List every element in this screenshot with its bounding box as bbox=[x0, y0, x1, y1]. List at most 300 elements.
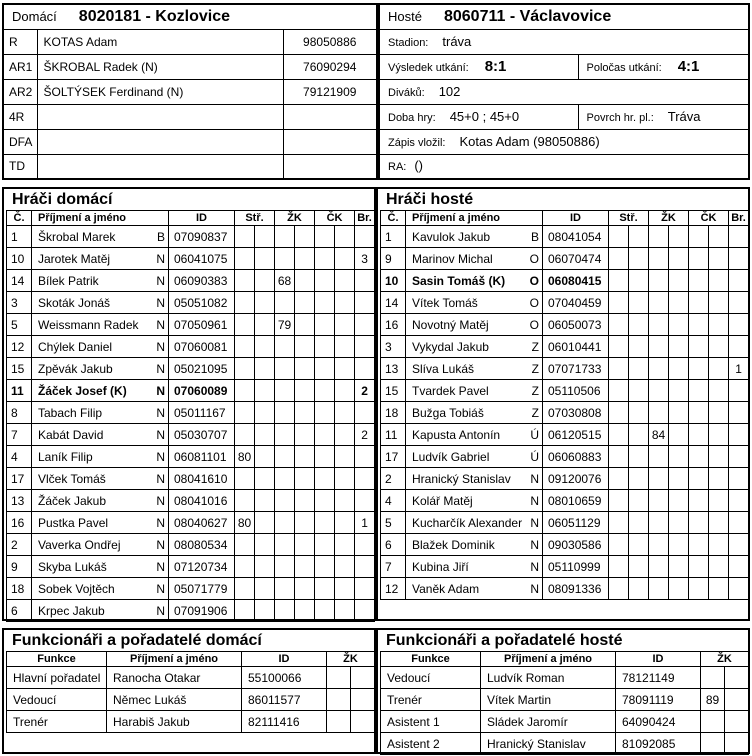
name-cell: ŠOLTÝSEK Ferdinand (N) bbox=[37, 79, 283, 104]
zk2-cell bbox=[295, 534, 315, 556]
ck1-cell bbox=[689, 534, 709, 556]
str2-cell bbox=[255, 446, 275, 468]
str1-cell bbox=[235, 226, 255, 248]
str1-cell bbox=[235, 380, 255, 402]
str1-cell bbox=[235, 314, 255, 336]
ck2-cell bbox=[335, 270, 355, 292]
ck2-cell bbox=[709, 578, 729, 600]
zk1-cell: 84 bbox=[649, 424, 669, 446]
zk2-cell bbox=[669, 336, 689, 358]
str1-cell bbox=[609, 402, 629, 424]
id-cell: 05071779 bbox=[169, 578, 235, 600]
entered-by-row bbox=[379, 129, 749, 154]
ck2-cell bbox=[709, 336, 729, 358]
player-position: N bbox=[156, 449, 165, 464]
num-cell: 7 bbox=[381, 556, 406, 578]
home-player-row bbox=[7, 270, 375, 292]
player-position: O bbox=[529, 317, 539, 332]
zk2-cell bbox=[669, 226, 689, 248]
ck1-cell bbox=[315, 556, 335, 578]
halftime-value: 4:1 bbox=[677, 57, 700, 75]
zk1-cell bbox=[649, 402, 669, 424]
name-cell: Ranocha Otakar bbox=[107, 667, 242, 689]
id-cell: 05011167 bbox=[169, 402, 235, 424]
guest-label: Hosté bbox=[388, 8, 422, 24]
player-position: Ú bbox=[530, 449, 539, 464]
ck2-cell bbox=[335, 600, 355, 622]
spectators-value: 102 bbox=[438, 83, 461, 99]
ck1-cell bbox=[689, 292, 709, 314]
player-name: Kapusta Antonín bbox=[412, 427, 501, 442]
player-name: Skyba Lukáš bbox=[38, 559, 107, 574]
ck2-cell bbox=[709, 270, 729, 292]
zk1-cell bbox=[649, 226, 669, 248]
player-name: Vykydal Jakub bbox=[412, 339, 489, 354]
str2-cell bbox=[255, 380, 275, 402]
col-str: Stř. bbox=[609, 211, 649, 226]
ck1-cell bbox=[689, 270, 709, 292]
guest-player-row bbox=[381, 446, 749, 468]
br-cell bbox=[729, 270, 749, 292]
player-position: B bbox=[156, 229, 165, 244]
col-id: ID bbox=[543, 211, 609, 226]
referee-row bbox=[3, 129, 377, 154]
ck2-cell bbox=[709, 314, 729, 336]
player-position: N bbox=[156, 317, 165, 332]
num-cell: 2 bbox=[7, 534, 32, 556]
player-name: Skoták Jonáš bbox=[38, 295, 111, 310]
str2-cell bbox=[255, 292, 275, 314]
num-cell: 4 bbox=[381, 490, 406, 512]
ck2-cell bbox=[709, 358, 729, 380]
ra-label: RA: bbox=[388, 161, 407, 174]
home-officials-table bbox=[6, 651, 375, 733]
br-cell bbox=[729, 446, 749, 468]
id-cell: 07120734 bbox=[169, 556, 235, 578]
player-position: Z bbox=[531, 339, 539, 354]
guest-official-row bbox=[381, 689, 749, 711]
zk1-cell bbox=[275, 248, 295, 270]
str1-cell bbox=[609, 270, 629, 292]
player-name: Vaverka Ondřej bbox=[38, 537, 121, 552]
player-name: Weissmann Radek bbox=[38, 317, 139, 332]
player-name-cell bbox=[406, 270, 543, 292]
str2-cell bbox=[255, 490, 275, 512]
num-cell: 11 bbox=[7, 380, 32, 402]
str2-cell bbox=[255, 578, 275, 600]
entered-by-label: Zápis vložil: bbox=[388, 136, 446, 149]
id-cell: 06060883 bbox=[543, 446, 609, 468]
player-name-cell bbox=[32, 336, 169, 358]
player-position: Z bbox=[531, 405, 539, 420]
player-name: Žáček Josef (K) bbox=[38, 383, 127, 398]
id-cell: 55100066 bbox=[242, 667, 327, 689]
ck2-cell bbox=[709, 534, 729, 556]
zk2-cell bbox=[669, 380, 689, 402]
br-cell bbox=[729, 534, 749, 556]
player-name-cell bbox=[406, 226, 543, 248]
zk1-cell bbox=[275, 336, 295, 358]
player-name: Bužga Tobiáš bbox=[412, 405, 484, 420]
id-cell: 08041610 bbox=[169, 468, 235, 490]
str2-cell bbox=[629, 358, 649, 380]
player-position: N bbox=[156, 559, 165, 574]
ck2-cell bbox=[335, 226, 355, 248]
zk1-cell bbox=[649, 248, 669, 270]
player-name: Novotný Matěj bbox=[412, 317, 489, 332]
str2-cell bbox=[629, 556, 649, 578]
num-cell: 1 bbox=[381, 226, 406, 248]
ck2-cell bbox=[709, 512, 729, 534]
ck2-cell bbox=[709, 380, 729, 402]
zk2-cell bbox=[351, 667, 375, 689]
ck2-cell bbox=[335, 336, 355, 358]
player-name-cell bbox=[32, 248, 169, 270]
col-zk: ŽK bbox=[327, 652, 375, 667]
str1-cell bbox=[609, 314, 629, 336]
col-id: ID bbox=[616, 652, 701, 667]
str2-cell bbox=[629, 402, 649, 424]
player-name: Tabach Filip bbox=[38, 405, 103, 420]
str2-cell bbox=[255, 468, 275, 490]
str2-cell bbox=[255, 534, 275, 556]
player-position: N bbox=[156, 273, 165, 288]
zk1-cell bbox=[275, 358, 295, 380]
str1-cell bbox=[235, 578, 255, 600]
str1-cell: 80 bbox=[235, 512, 255, 534]
player-name: Kolář Matěj bbox=[412, 493, 473, 508]
id-cell: 06070474 bbox=[543, 248, 609, 270]
guest-player-row bbox=[381, 248, 749, 270]
player-name-cell bbox=[32, 424, 169, 446]
ck2-cell bbox=[709, 556, 729, 578]
col-funkce: Funkce bbox=[7, 652, 107, 667]
home-players-table bbox=[6, 210, 375, 622]
id-cell bbox=[283, 154, 377, 179]
zk1-cell: 68 bbox=[275, 270, 295, 292]
num-cell: 11 bbox=[381, 424, 406, 446]
result-row bbox=[379, 54, 749, 79]
num-cell: 6 bbox=[381, 534, 406, 556]
ra-value: () bbox=[414, 158, 424, 174]
num-cell: 15 bbox=[7, 358, 32, 380]
num-cell: 14 bbox=[7, 270, 32, 292]
zk1-cell bbox=[649, 468, 669, 490]
zk2-cell bbox=[295, 336, 315, 358]
guest-players-table bbox=[380, 210, 749, 600]
ck2-cell bbox=[335, 490, 355, 512]
br-cell: 2 bbox=[355, 424, 375, 446]
zk2-cell bbox=[725, 733, 749, 755]
id-cell: 08080534 bbox=[169, 534, 235, 556]
player-name: Vaněk Adam bbox=[412, 581, 480, 596]
zk2-cell bbox=[669, 512, 689, 534]
player-name: Škrobal Marek bbox=[38, 229, 116, 244]
guest-official-row bbox=[381, 733, 749, 755]
ck2-cell bbox=[709, 446, 729, 468]
name-cell: Vítek Martin bbox=[481, 689, 616, 711]
surface-label: Povrch hr. pl.: bbox=[586, 111, 654, 124]
home-player-row bbox=[7, 292, 375, 314]
player-position: N bbox=[530, 581, 539, 596]
player-position: N bbox=[530, 537, 539, 552]
player-name: Blažek Dominik bbox=[412, 537, 495, 552]
ck1-cell bbox=[689, 226, 709, 248]
players-section bbox=[0, 187, 752, 621]
num-cell: 12 bbox=[381, 578, 406, 600]
player-position: O bbox=[529, 295, 539, 310]
home-official-row bbox=[7, 689, 375, 711]
br-cell bbox=[729, 248, 749, 270]
zk1-cell bbox=[275, 468, 295, 490]
name-cell: ŠKROBAL Radek (N) bbox=[37, 54, 283, 79]
ck1-cell bbox=[689, 380, 709, 402]
guest-officials-box bbox=[376, 628, 750, 754]
br-cell: 1 bbox=[729, 358, 749, 380]
id-cell: 05110506 bbox=[543, 380, 609, 402]
br-cell bbox=[729, 512, 749, 534]
player-name-cell bbox=[406, 424, 543, 446]
playtime-label: Doba hry: bbox=[388, 111, 436, 124]
zk1-cell bbox=[649, 512, 669, 534]
zk1-cell: 79 bbox=[275, 314, 295, 336]
player-position: Ú bbox=[530, 427, 539, 442]
stadium-row bbox=[379, 29, 749, 54]
guest-player-row bbox=[381, 512, 749, 534]
home-player-row bbox=[7, 336, 375, 358]
zk1-cell bbox=[275, 534, 295, 556]
col-br: Br. bbox=[355, 211, 375, 226]
guest-player-row bbox=[381, 402, 749, 424]
ck1-cell bbox=[315, 336, 335, 358]
ck2-cell bbox=[335, 534, 355, 556]
zk1-cell bbox=[275, 446, 295, 468]
ck1-cell bbox=[315, 424, 335, 446]
str2-cell bbox=[255, 270, 275, 292]
stadium-label: Stadion: bbox=[388, 36, 429, 49]
player-name: Slíva Lukáš bbox=[412, 361, 475, 376]
num-cell: 16 bbox=[7, 512, 32, 534]
guest-title-row bbox=[379, 4, 749, 29]
str1-cell bbox=[609, 556, 629, 578]
player-name-cell bbox=[32, 292, 169, 314]
num-cell: 10 bbox=[381, 270, 406, 292]
ck1-cell bbox=[689, 314, 709, 336]
id-cell: 06081101 bbox=[169, 446, 235, 468]
id-cell: 06041075 bbox=[169, 248, 235, 270]
player-name-cell bbox=[406, 248, 543, 270]
br-cell bbox=[729, 226, 749, 248]
player-name-cell bbox=[32, 314, 169, 336]
player-position: N bbox=[156, 537, 165, 552]
ck1-cell bbox=[315, 534, 335, 556]
ck1-cell bbox=[315, 380, 335, 402]
home-official-row bbox=[7, 667, 375, 689]
referee-row bbox=[3, 29, 377, 54]
id-cell: 78121149 bbox=[616, 667, 701, 689]
id-cell bbox=[283, 104, 377, 129]
player-name-cell bbox=[32, 226, 169, 248]
num-cell: 14 bbox=[381, 292, 406, 314]
num-cell: 16 bbox=[381, 314, 406, 336]
zk2-cell bbox=[295, 402, 315, 424]
home-officials-box bbox=[2, 628, 376, 754]
code-cell: TD bbox=[3, 154, 37, 179]
ck2-cell bbox=[335, 424, 355, 446]
stadium-value: tráva bbox=[442, 33, 472, 49]
id-cell: 08041054 bbox=[543, 226, 609, 248]
br-cell bbox=[355, 314, 375, 336]
str1-cell bbox=[235, 402, 255, 424]
name-cell bbox=[37, 129, 283, 154]
player-name-cell bbox=[32, 556, 169, 578]
guest-player-row bbox=[381, 358, 749, 380]
zk2-cell bbox=[295, 358, 315, 380]
str2-cell bbox=[629, 490, 649, 512]
str2-cell bbox=[629, 314, 649, 336]
id-cell: 07040459 bbox=[543, 292, 609, 314]
home-player-row bbox=[7, 600, 375, 622]
player-position: O bbox=[529, 273, 539, 288]
player-name: Chýlek Daniel bbox=[38, 339, 113, 354]
str1-cell bbox=[609, 380, 629, 402]
guest-officials-header-row bbox=[381, 652, 749, 667]
home-header-table bbox=[2, 3, 378, 180]
br-cell: 1 bbox=[355, 512, 375, 534]
br-cell bbox=[729, 468, 749, 490]
str2-cell bbox=[629, 468, 649, 490]
zk2-cell bbox=[669, 556, 689, 578]
str2-cell bbox=[255, 512, 275, 534]
ck1-cell bbox=[315, 512, 335, 534]
guest-players-box bbox=[376, 187, 750, 621]
funkce-cell: Asistent 2 bbox=[381, 733, 481, 755]
zk1-cell bbox=[275, 402, 295, 424]
zk1-cell bbox=[327, 689, 351, 711]
home-team-title: 8020181 - Kozlovice bbox=[78, 7, 230, 25]
id-cell: 86011577 bbox=[242, 689, 327, 711]
ck1-cell bbox=[315, 468, 335, 490]
home-player-row bbox=[7, 314, 375, 336]
br-cell bbox=[355, 226, 375, 248]
ck1-cell bbox=[689, 490, 709, 512]
ck1-cell bbox=[315, 270, 335, 292]
home-player-row bbox=[7, 512, 375, 534]
code-cell: DFA bbox=[3, 129, 37, 154]
zk1-cell bbox=[701, 733, 725, 755]
player-position: N bbox=[156, 295, 165, 310]
str2-cell bbox=[629, 292, 649, 314]
zk2-cell bbox=[351, 711, 375, 733]
player-name-cell bbox=[406, 314, 543, 336]
br-cell bbox=[355, 402, 375, 424]
player-name: Jarotek Matěj bbox=[38, 251, 111, 266]
ck1-cell bbox=[315, 314, 335, 336]
ck1-cell bbox=[689, 578, 709, 600]
zk2-cell bbox=[669, 248, 689, 270]
str1-cell bbox=[235, 358, 255, 380]
home-player-row bbox=[7, 468, 375, 490]
id-cell: 06050073 bbox=[543, 314, 609, 336]
player-position: N bbox=[156, 251, 165, 266]
id-cell: 08040627 bbox=[169, 512, 235, 534]
guest-player-row bbox=[381, 292, 749, 314]
num-cell: 17 bbox=[7, 468, 32, 490]
num-cell: 5 bbox=[381, 512, 406, 534]
id-cell: 09030586 bbox=[543, 534, 609, 556]
id-cell: 06120515 bbox=[543, 424, 609, 446]
ck2-cell bbox=[709, 248, 729, 270]
zk2-cell bbox=[669, 402, 689, 424]
player-name-cell bbox=[406, 556, 543, 578]
player-name-cell bbox=[32, 402, 169, 424]
zk1-cell bbox=[649, 292, 669, 314]
id-cell: 76090294 bbox=[283, 54, 377, 79]
zk1-cell bbox=[275, 578, 295, 600]
br-cell bbox=[355, 468, 375, 490]
ck1-cell bbox=[689, 446, 709, 468]
br-cell bbox=[729, 380, 749, 402]
num-cell: 13 bbox=[381, 358, 406, 380]
col-name: Příjmení a jméno bbox=[406, 211, 543, 226]
spectators-row bbox=[379, 79, 749, 104]
zk2-cell bbox=[725, 711, 749, 733]
str1-cell bbox=[609, 578, 629, 600]
zk1-cell bbox=[649, 314, 669, 336]
zk2-cell bbox=[295, 292, 315, 314]
zk1-cell bbox=[327, 667, 351, 689]
home-player-row bbox=[7, 248, 375, 270]
id-cell: 07050961 bbox=[169, 314, 235, 336]
player-position: Z bbox=[531, 361, 539, 376]
player-name-cell bbox=[32, 468, 169, 490]
home-player-row bbox=[7, 424, 375, 446]
zk2-cell bbox=[295, 446, 315, 468]
id-cell: 05021095 bbox=[169, 358, 235, 380]
ck1-cell bbox=[315, 248, 335, 270]
player-name-cell bbox=[406, 380, 543, 402]
str1-cell bbox=[235, 336, 255, 358]
funkce-cell: Hlavní pořadatel bbox=[7, 667, 107, 689]
zk1-cell bbox=[275, 380, 295, 402]
num-cell: 12 bbox=[7, 336, 32, 358]
referee-row bbox=[3, 104, 377, 129]
zk2-cell bbox=[295, 578, 315, 600]
code-cell: 4R bbox=[3, 104, 37, 129]
home-officials-title: Funkcionáři a pořadatelé domácí bbox=[12, 632, 262, 649]
home-player-row bbox=[7, 446, 375, 468]
ck1-cell bbox=[315, 358, 335, 380]
ck1-cell bbox=[689, 336, 709, 358]
str2-cell bbox=[255, 424, 275, 446]
name-cell: Harabiš Jakub bbox=[107, 711, 242, 733]
player-position: N bbox=[156, 581, 165, 596]
ck2-cell bbox=[709, 490, 729, 512]
str2-cell bbox=[629, 578, 649, 600]
id-cell: 05030707 bbox=[169, 424, 235, 446]
zk1-cell bbox=[701, 711, 725, 733]
name-cell: Němec Lukáš bbox=[107, 689, 242, 711]
id-cell: 07060081 bbox=[169, 336, 235, 358]
player-name-cell bbox=[32, 446, 169, 468]
ck1-cell bbox=[689, 358, 709, 380]
num-cell: 18 bbox=[7, 578, 32, 600]
ck1-cell bbox=[315, 578, 335, 600]
str2-cell bbox=[255, 600, 275, 622]
br-cell bbox=[355, 358, 375, 380]
col-ck: ČK bbox=[315, 211, 355, 226]
guest-player-row bbox=[381, 314, 749, 336]
